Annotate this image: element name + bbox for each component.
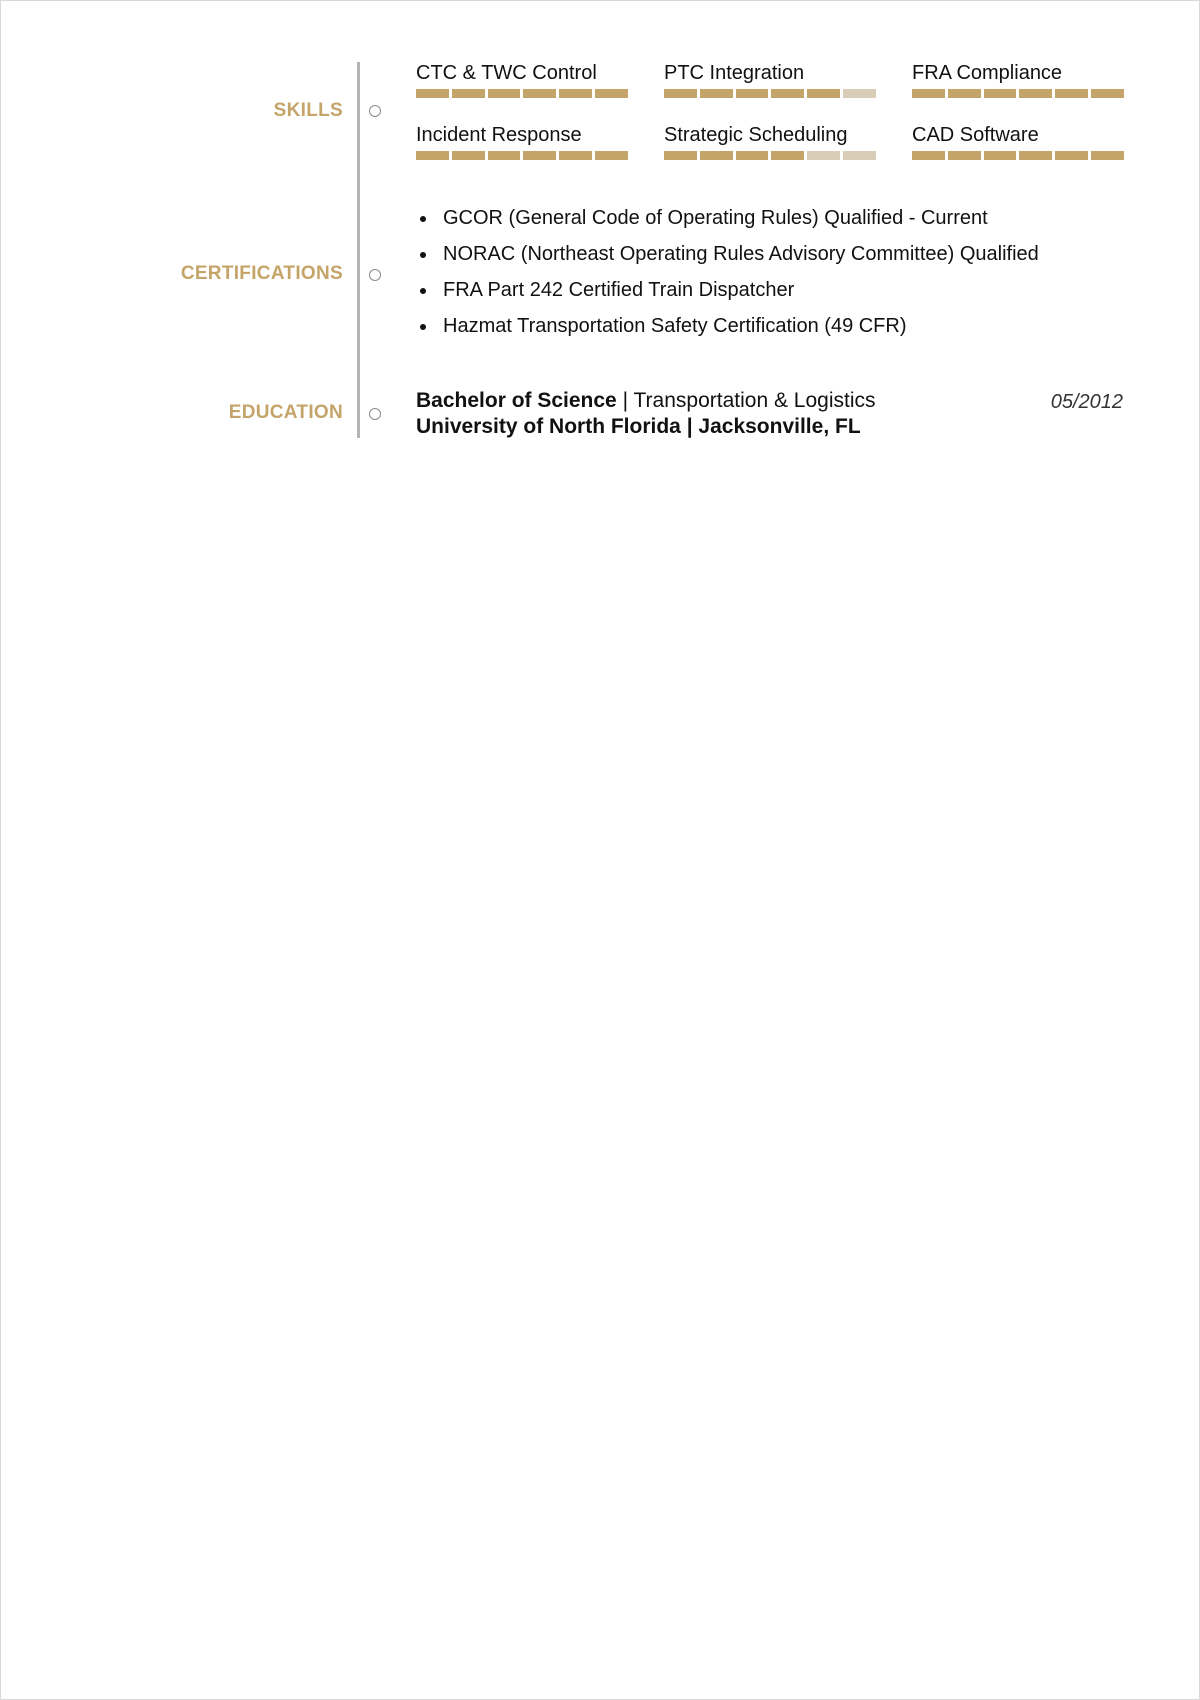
skill-bar-filled — [1055, 89, 1088, 98]
skill-bar-filled — [664, 151, 697, 160]
timeline-marker-education — [369, 408, 381, 420]
skill-item — [664, 62, 876, 98]
skill-bar-filled — [523, 89, 556, 98]
skill-bar-filled — [807, 89, 840, 98]
skill-bar-filled — [1055, 151, 1088, 160]
skill-item — [416, 124, 628, 160]
skill-bar-filled — [416, 151, 449, 160]
skill-bar-filled — [595, 151, 628, 160]
list-item: GCOR (General Code of Operating Rules) Qualified - Current — [416, 206, 1039, 242]
list-item: Hazmat Transportation Safety Certification (49 CFR) — [416, 314, 1039, 350]
skill-bar-filled — [948, 89, 981, 98]
skill-bar-filled — [771, 89, 804, 98]
skill-bar-filled — [736, 151, 769, 160]
skill-bar-filled — [948, 151, 981, 160]
skill-name: PTC Integration — [664, 62, 805, 84]
skill-bar-filled — [1091, 89, 1124, 98]
skill-bar-filled — [984, 151, 1017, 160]
skill-level-bar — [912, 151, 1124, 160]
education-degree-line — [416, 389, 876, 413]
skill-level-bar — [664, 89, 876, 98]
skill-bar-filled — [912, 89, 945, 98]
skill-bar-filled — [488, 151, 521, 160]
skill-bar-filled — [700, 89, 733, 98]
degree-field: Transportation & Logistics — [633, 389, 876, 412]
list-item: NORAC (Northeast Operating Rules Advisory Committee) Qualified — [416, 242, 1039, 278]
skill-name: Strategic Scheduling — [664, 124, 848, 146]
skill-name: FRA Compliance — [912, 62, 1063, 84]
skill-bar-filled — [523, 151, 556, 160]
education-date: 05/2012 — [1050, 391, 1123, 413]
skill-bar-empty — [807, 151, 840, 160]
skill-level-bar — [416, 89, 628, 98]
degree-title: Bachelor of Science — [416, 389, 617, 412]
skill-bar-filled — [700, 151, 733, 160]
skill-bar-filled — [984, 89, 1017, 98]
skill-bar-filled — [488, 89, 521, 98]
education-school: University of North Florida | Jacksonville, FL — [416, 415, 861, 438]
skill-bar-filled — [912, 151, 945, 160]
skill-bar-filled — [1091, 151, 1124, 160]
skill-bar-filled — [452, 151, 485, 160]
section-label-skills: SKILLS — [273, 100, 343, 121]
skill-bar-empty — [843, 151, 876, 160]
skill-level-bar — [416, 151, 628, 160]
skill-name: Incident Response — [416, 124, 582, 146]
skill-item — [664, 124, 876, 160]
skill-level-bar — [664, 151, 876, 160]
skill-bar-filled — [416, 89, 449, 98]
skill-bar-filled — [559, 151, 592, 160]
skill-bar-filled — [1019, 89, 1052, 98]
skill-bar-filled — [771, 151, 804, 160]
skill-bar-filled — [452, 89, 485, 98]
skill-bar-filled — [1019, 151, 1052, 160]
skill-bar-filled — [559, 89, 592, 98]
timeline-line — [357, 62, 360, 438]
section-label-certifications: CERTIFICATIONS — [180, 263, 343, 284]
skill-level-bar — [912, 89, 1124, 98]
list-item: FRA Part 242 Certified Train Dispatcher — [416, 278, 1039, 314]
skill-item — [416, 62, 628, 98]
certifications-list — [416, 206, 1039, 350]
degree-separator: | — [616, 389, 634, 412]
skill-bar-filled — [736, 89, 769, 98]
skill-bar-empty — [843, 89, 876, 98]
timeline-marker-certifications — [369, 269, 381, 281]
skill-item — [912, 62, 1124, 98]
skill-item — [912, 124, 1124, 160]
skill-bar-filled — [595, 89, 628, 98]
skill-bar-filled — [664, 89, 697, 98]
skill-name: CAD Software — [912, 124, 1039, 146]
section-label-education: EDUCATION — [228, 402, 343, 423]
skill-name: CTC & TWC Control — [416, 62, 597, 84]
timeline-marker-skills — [369, 105, 381, 117]
